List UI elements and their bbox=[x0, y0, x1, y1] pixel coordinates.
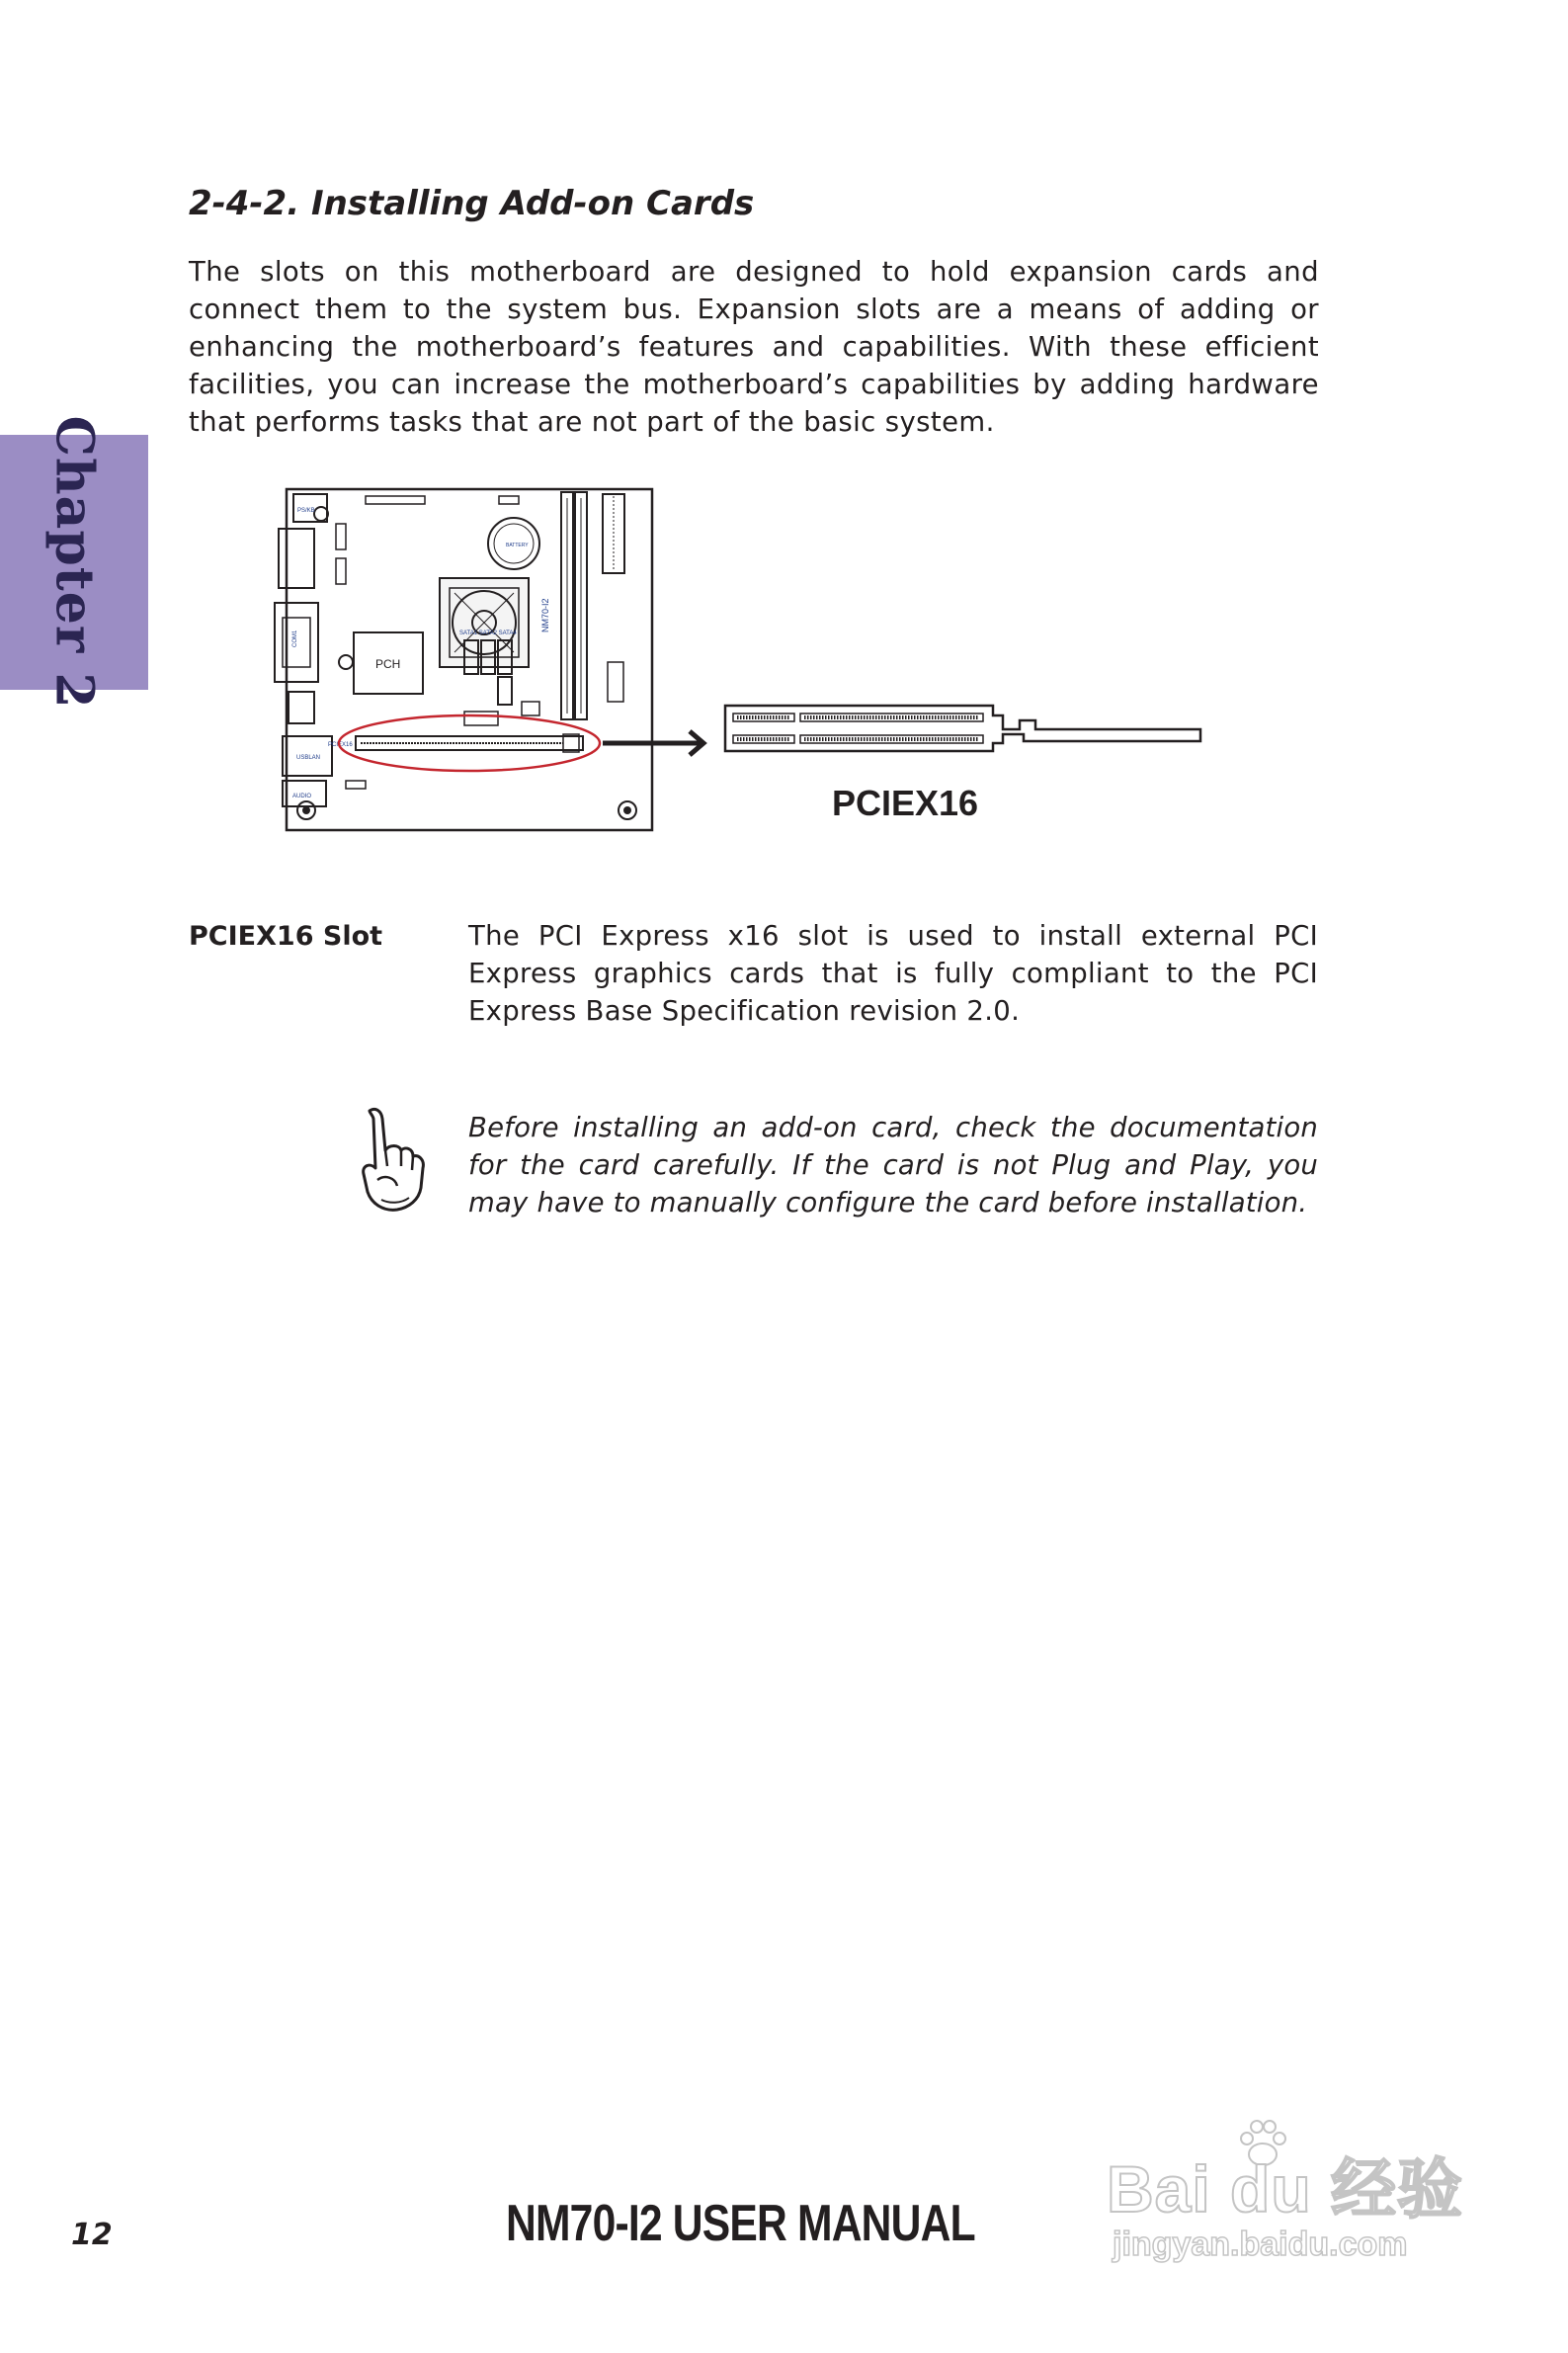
pciex16-slot-enlarged bbox=[725, 706, 1200, 751]
definition-term: PCIEX16 Slot bbox=[189, 921, 383, 952]
watermark-url: jingyan.baidu.com bbox=[1113, 2226, 1408, 2263]
section-title: 2-4-2. Installing Add-on Cards bbox=[189, 184, 755, 223]
pch-label: PCH bbox=[375, 657, 401, 671]
definition-description: The PCI Express x16 slot is used to install external PCI Express graphics cards that is fully compliant to the PCI Express Base Specification revision 2.0. bbox=[468, 920, 1318, 1027]
footer-title: NM70-I2 USER MANUAL bbox=[506, 2195, 975, 2252]
pciex16-board-label: PCIEX16 bbox=[328, 742, 353, 748]
usblan-label: USBLAN bbox=[296, 755, 321, 761]
sata-labels: SATA1 SATA2 SATA4 bbox=[459, 630, 517, 636]
baidu-watermark bbox=[1107, 2115, 1482, 2273]
note-text: Before installing an add-on card, check the documentation for the card carefully. If the card is not Plug and Play, you may have to manually configure the card before installation. bbox=[468, 1112, 1318, 1219]
chapter-tab-label: Chapter 2 bbox=[43, 415, 105, 710]
battery-label: BATTERY bbox=[506, 543, 529, 548]
watermark-brand: Bai du 经验 bbox=[1107, 2152, 1464, 2226]
intro-paragraph: The slots on this motherboard are designed to hold expansion cards and connect them to the system bus. Expansion slots are a means of adding or enhancing the motherboard’s features and capabilities. With these efficient facilities, you can increase the motherboard’s capabilities by adding hardware that performs tasks that are not part of the basic system. bbox=[189, 256, 1319, 438]
com-label: COM1 bbox=[292, 630, 298, 647]
motherboard-figure bbox=[267, 484, 1215, 860]
page-number: 12 bbox=[71, 2218, 113, 2252]
chapter-tab bbox=[0, 415, 148, 710]
ps-kb-label: PS/KB bbox=[297, 508, 315, 514]
motherboard-diagram bbox=[267, 484, 1215, 860]
pointing-hand-icon bbox=[356, 1105, 427, 1216]
pciex16-label: PCIEX16 bbox=[832, 783, 979, 823]
audio-label: AUDIO bbox=[292, 794, 312, 799]
board-name-label: NM70-I2 bbox=[540, 598, 550, 632]
